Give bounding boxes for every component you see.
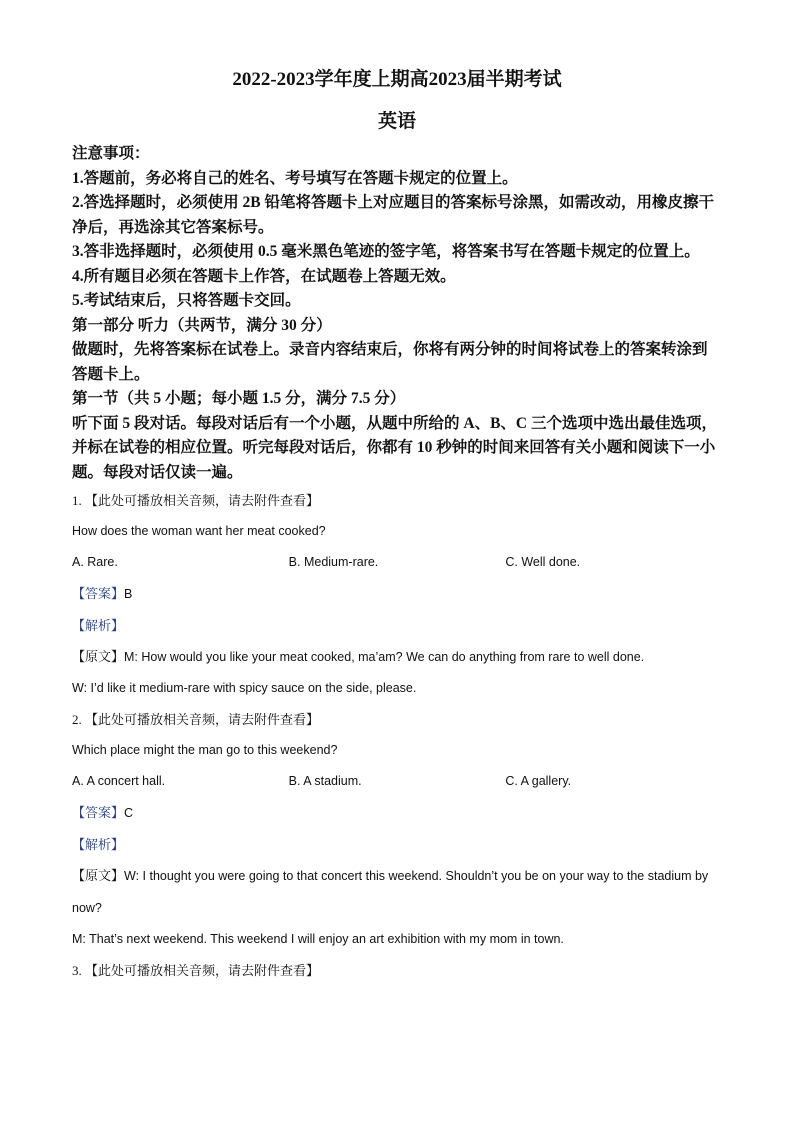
answer-value: B [124,587,133,601]
analysis-tag: 【解析】 [72,618,125,633]
option-b: B. Medium-rare. [288,555,379,569]
note-item: 1.答题前，务必将自己的姓名、考号填写在答题卡规定的位置上。 [72,169,518,187]
part1-heading: 第一部分 听力（共两节，满分 30 分） [72,316,332,334]
transcript-tag: 【原文】 [72,649,125,664]
question-2 [72,704,722,955]
note-item: 3.答非选择题时，必须使用 0.5 毫米黑色笔迹的签字笔，将答案书写在答题卡规定的位置上。 [72,243,700,260]
exam-page [72,66,722,986]
question-1 [72,485,722,704]
option-c: C. A gallery. [505,774,572,788]
subject-title: 英语 [377,111,416,132]
transcript-line [72,860,722,924]
transcript-text: W: I thought you were going to that concert this weekend. Shouldn’t you be on your way to the stadium by now? [72,869,709,915]
transcript-text: M: How would you like your meat cooked, ma’am? We can do anything from rare to well done. [124,650,645,664]
audio-placeholder[interactable]: 3. 【此处可播放相关音频，请去附件查看】 [72,963,320,978]
answer-value: C [124,806,134,820]
answer-tag: 【答案】 [72,586,125,601]
answer-line [72,797,722,829]
option-c: C. Well done. [505,555,581,569]
option-a: A. Rare. [72,555,118,569]
part1-description: 做题时，先将答案标在试卷上。录音内容结束后，你将有两分钟的时间将试卷上的答案转涂到答题卡上。 [72,341,708,383]
answer-line [72,578,722,610]
transcript-text: W: I’d like it medium-rare with spicy sauce on the side, please. [72,681,417,695]
note-item: 2.答选择题时，必须使用 2B 铅笔将答题卡上对应题目的答案标号涂黑，如需改动，用橡皮擦干净后，再选涂其它答案标号。 [72,194,714,236]
analysis-tag: 【解析】 [72,837,125,852]
transcript-text: M: That’s next weekend. This weekend I will enjoy an art exhibition with my mom in town. [72,932,564,946]
note-item: 4.所有题目必须在答题卡上作答，在试题卷上答题无效。 [72,267,456,285]
option-a: A. A concert hall. [72,774,166,788]
options-row [72,547,722,578]
section1-heading: 第一节（共 5 小题；每小题 1.5 分，满分 7.5 分） [72,390,406,407]
transcript-line [72,641,722,673]
audio-placeholder[interactable]: 1. 【此处可播放相关音频，请去附件查看】 [72,493,320,508]
question-stem: How does the woman want her meat cooked? [72,524,326,538]
options-row [72,766,722,797]
note-item: 5.考试结束后，只将答题卡交回。 [72,292,301,309]
question-stem: Which place might the man go to this weekend? [72,743,338,757]
section1-description: 听下面 5 段对话。每段对话后有一个小题，从题中所给的 A、B、C 三个选项中选出最佳选项，并标在试卷的相应位置。听完每段对话后，你都有 10 秒钟的时间来回答有关小题和阅读下一小题。每段对话仅读一遍。 [72,414,717,481]
instructions [72,142,722,485]
notes-heading: 注意事项： [72,145,150,162]
transcript-tag: 【原文】 [72,868,125,883]
question-3 [72,955,722,986]
answer-tag: 【答案】 [72,805,125,820]
exam-title: 2022-2023学年度上期高2023届半期考试 [232,69,562,90]
audio-placeholder[interactable]: 2. 【此处可播放相关音频，请去附件查看】 [72,712,320,727]
option-b: B. A stadium. [288,774,362,788]
